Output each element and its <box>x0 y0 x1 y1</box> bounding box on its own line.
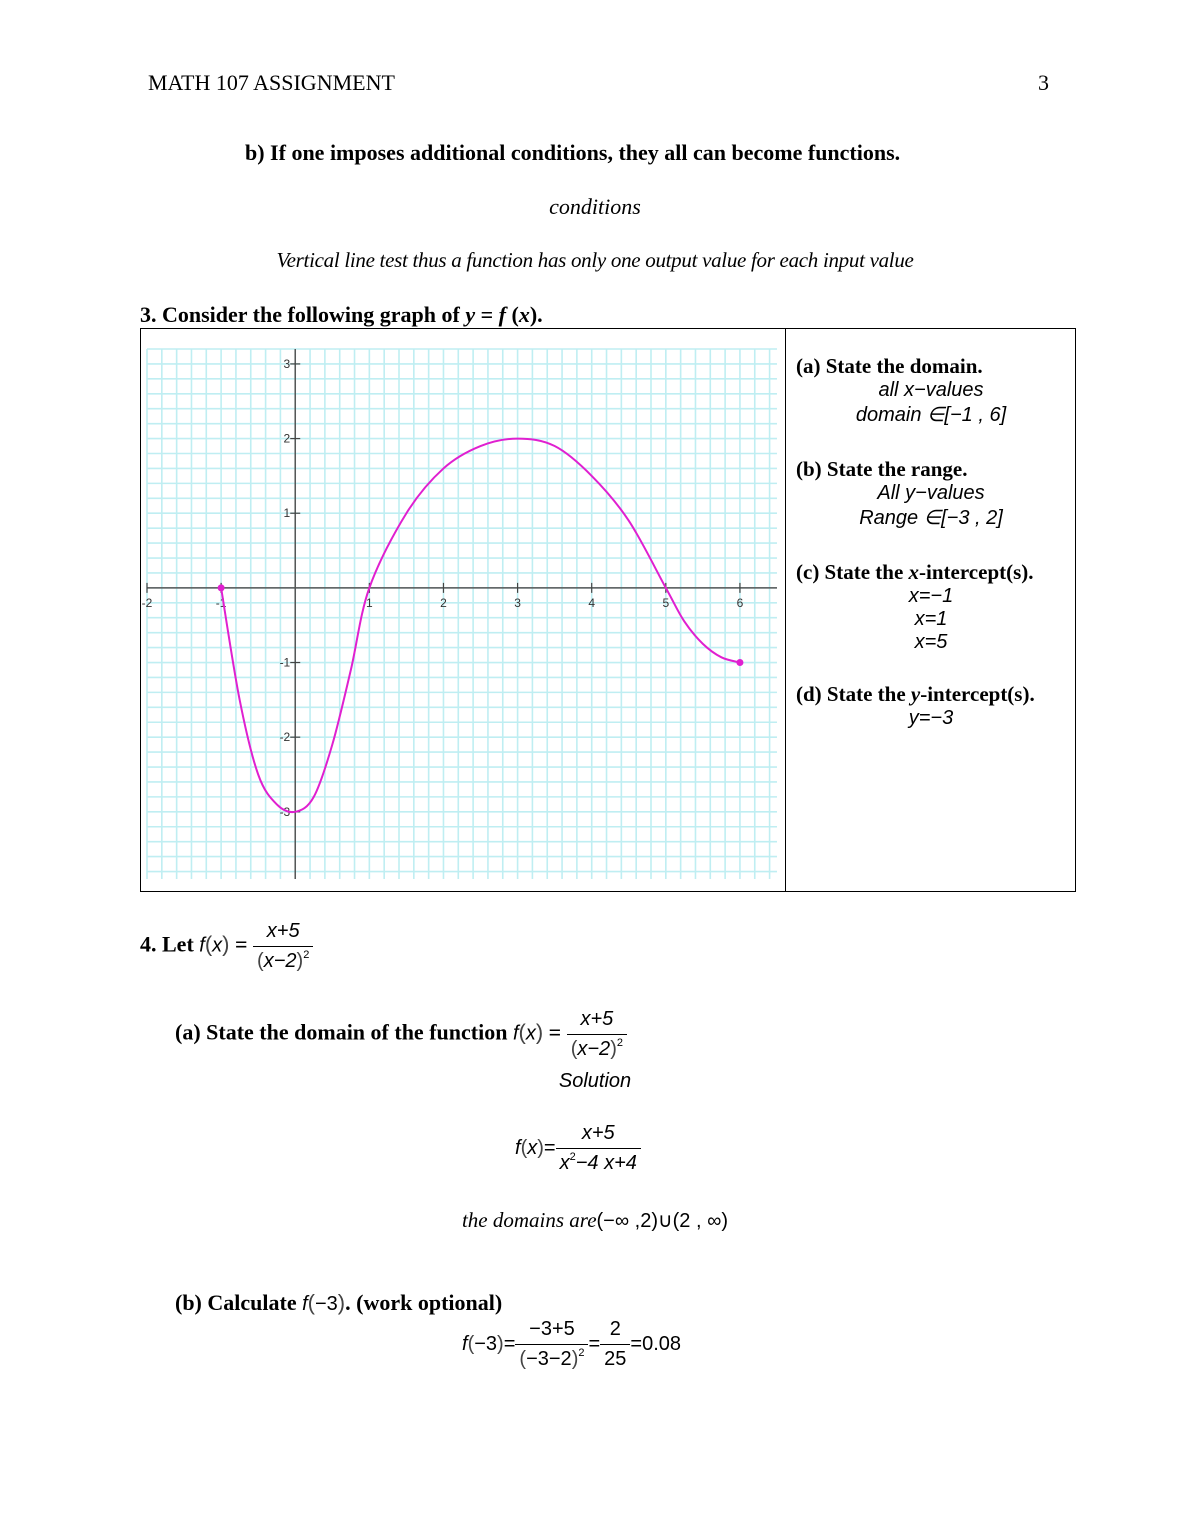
q3d-label-2: -intercept(s). <box>920 682 1035 706</box>
calc-num: −3+5 <box>515 1318 588 1345</box>
conditions-label: conditions <box>549 194 641 219</box>
q3b-label: (b) State the range. <box>796 457 968 481</box>
q4-fraction <box>253 920 313 973</box>
question-3-heading <box>140 302 543 328</box>
q4-x: x <box>212 934 223 957</box>
q3c-line2: x=1 <box>914 608 948 630</box>
q3c-label <box>796 560 1076 585</box>
calc-arg: −3 <box>474 1332 498 1355</box>
q3-prefix: 3. Consider the following graph of <box>140 302 466 327</box>
q4a-x: x <box>525 1022 536 1045</box>
calc-fraction-2 <box>600 1318 630 1371</box>
q4b-rest: . (work optional) <box>345 1290 503 1315</box>
domain-answer <box>0 1208 1190 1233</box>
q4-eq: = <box>229 931 254 957</box>
q3-f: f <box>498 302 506 327</box>
q3c-label-2: -intercept(s). <box>919 560 1034 584</box>
question-4a: (a) State the domain of the function f(x) = $\frac{x+5}{(x-2)^2}$ <box>175 1008 627 1061</box>
q3a-line1: all x−values <box>878 379 984 401</box>
q3c-label-1: (c) State the <box>796 560 909 584</box>
q4-den-exp: 2 <box>303 949 310 961</box>
calc-num2: 2 <box>600 1318 630 1345</box>
calc-den2: 25 <box>604 1348 627 1370</box>
q4b-label: (b) Calculate <box>175 1290 303 1315</box>
x-tick-label: 3 <box>514 595 521 610</box>
q3c-line3: x=5 <box>914 631 948 653</box>
expanded-num: x+5 <box>556 1122 641 1149</box>
q3c-label-x: x <box>908 560 920 584</box>
endpoint-dot <box>736 659 743 666</box>
q4a-eq: = <box>543 1019 567 1045</box>
y-tick-label: 3 <box>283 356 291 371</box>
calc-result: =0.08 <box>630 1332 682 1355</box>
q4-f: f <box>199 934 205 957</box>
q3a-label: (a) State the domain. <box>796 354 983 378</box>
calc-fraction-1 <box>515 1318 588 1371</box>
solution-label: Solution <box>558 1070 632 1092</box>
x-tick-label: 2 <box>440 595 447 610</box>
q3-eq: = <box>475 302 499 327</box>
expanded-den-exp: 2 <box>569 1151 576 1163</box>
running-header-title: MATH 107 ASSIGNMENT <box>148 70 395 95</box>
domain-value: (−∞ ,2)∪(2 , ∞) <box>596 1210 729 1232</box>
q3a-line2: domain ∈[−1 , 6] <box>855 404 1007 426</box>
domain-text: the domains are <box>461 1208 597 1232</box>
q3-y: y <box>465 302 476 327</box>
graph-grid <box>147 349 777 879</box>
question-3-table <box>140 328 1076 892</box>
page-number: 3 <box>1038 70 1049 95</box>
q4b-f: f <box>302 1293 308 1315</box>
y-tick-label: 1 <box>283 506 291 521</box>
q4-label: 4. Let <box>140 931 200 957</box>
question-4-heading: 4. Let f(x) = $\frac{x+5}{(x-2)^2}$ <box>140 920 313 973</box>
q4a-den-base: x−2 <box>577 1038 611 1060</box>
expanded-den <box>556 1149 641 1175</box>
q4a-num: x+5 <box>567 1008 627 1035</box>
expanded-den-x: x <box>559 1152 570 1174</box>
q3-open: ( <box>505 302 519 327</box>
function-curve <box>221 439 740 813</box>
table-divider <box>785 329 786 891</box>
expanded-fraction <box>556 1122 641 1175</box>
q4-den-base: x−2 <box>263 950 297 972</box>
q4a-den-exp: 2 <box>616 1037 623 1049</box>
expanded-den-rest: −4 x+4 <box>575 1152 637 1174</box>
x-tick-label: -1 <box>215 595 227 610</box>
q4-den: $(x-2)^2$ <box>257 949 310 972</box>
q3c-line1: x=−1 <box>908 585 954 607</box>
q3-close: ). <box>529 302 543 327</box>
y-tick-label: 2 <box>283 431 291 446</box>
q3b-line1: All y−values <box>877 482 985 504</box>
expanded-f: f <box>515 1136 521 1159</box>
endpoint-dot <box>218 584 225 591</box>
function-graph <box>141 349 777 879</box>
calc-f: f <box>462 1332 468 1355</box>
q3-x: x <box>518 302 530 327</box>
q4a-label: (a) State the domain of the function <box>175 1019 513 1045</box>
y-tick-label: -2 <box>279 730 291 745</box>
x-tick-label: -2 <box>141 595 153 610</box>
x-tick-label: 4 <box>588 595 596 610</box>
q4b-arg: −3 <box>314 1293 338 1315</box>
expanded-x: x <box>527 1136 538 1159</box>
expanded-equation: f(x)= $\frac{x+5}{x^2-4 x+4}$ <box>515 1122 641 1175</box>
q3d-label-1: (d) State the <box>796 682 911 706</box>
y-tick-label: -3 <box>279 804 291 819</box>
q3d-label <box>796 682 1076 707</box>
question-4b: (b) Calculate f(−3). (work optional) <box>175 1290 503 1315</box>
q3b-line2: Range ∈[−3 , 2] <box>859 507 1003 529</box>
question-3-answers <box>796 354 1076 730</box>
part-b-statement: b) If one imposes additional conditions, they all can become functions. <box>245 140 901 165</box>
q3d-label-y: y <box>910 682 921 706</box>
calculation: f(−3)= $\frac{-3+5}{(-3-2)^2}$ = $\frac{2}{25}$ =0.08 <box>462 1318 682 1370</box>
calc-den-exp: 2 <box>578 1347 585 1359</box>
q4a-den: $(x-2)^2$ <box>570 1037 623 1060</box>
y-tick-label: -1 <box>279 655 291 670</box>
q4a-f: f <box>512 1022 519 1045</box>
x-tick-label: 6 <box>736 595 744 610</box>
x-tick-label: 1 <box>366 595 373 610</box>
calc-den-base: −3−2 <box>526 1348 572 1370</box>
vertical-line-test-text: Vertical line test thus a function has only one output value for each input value <box>276 248 914 272</box>
q3d-line1: y=−3 <box>908 707 954 729</box>
graph-axes <box>147 349 777 879</box>
calc-den: $(-3-2)^2$ <box>519 1347 585 1370</box>
q4a-fraction <box>567 1008 627 1061</box>
q4-num: x+5 <box>253 920 313 947</box>
x-tick-label: 5 <box>662 595 670 610</box>
